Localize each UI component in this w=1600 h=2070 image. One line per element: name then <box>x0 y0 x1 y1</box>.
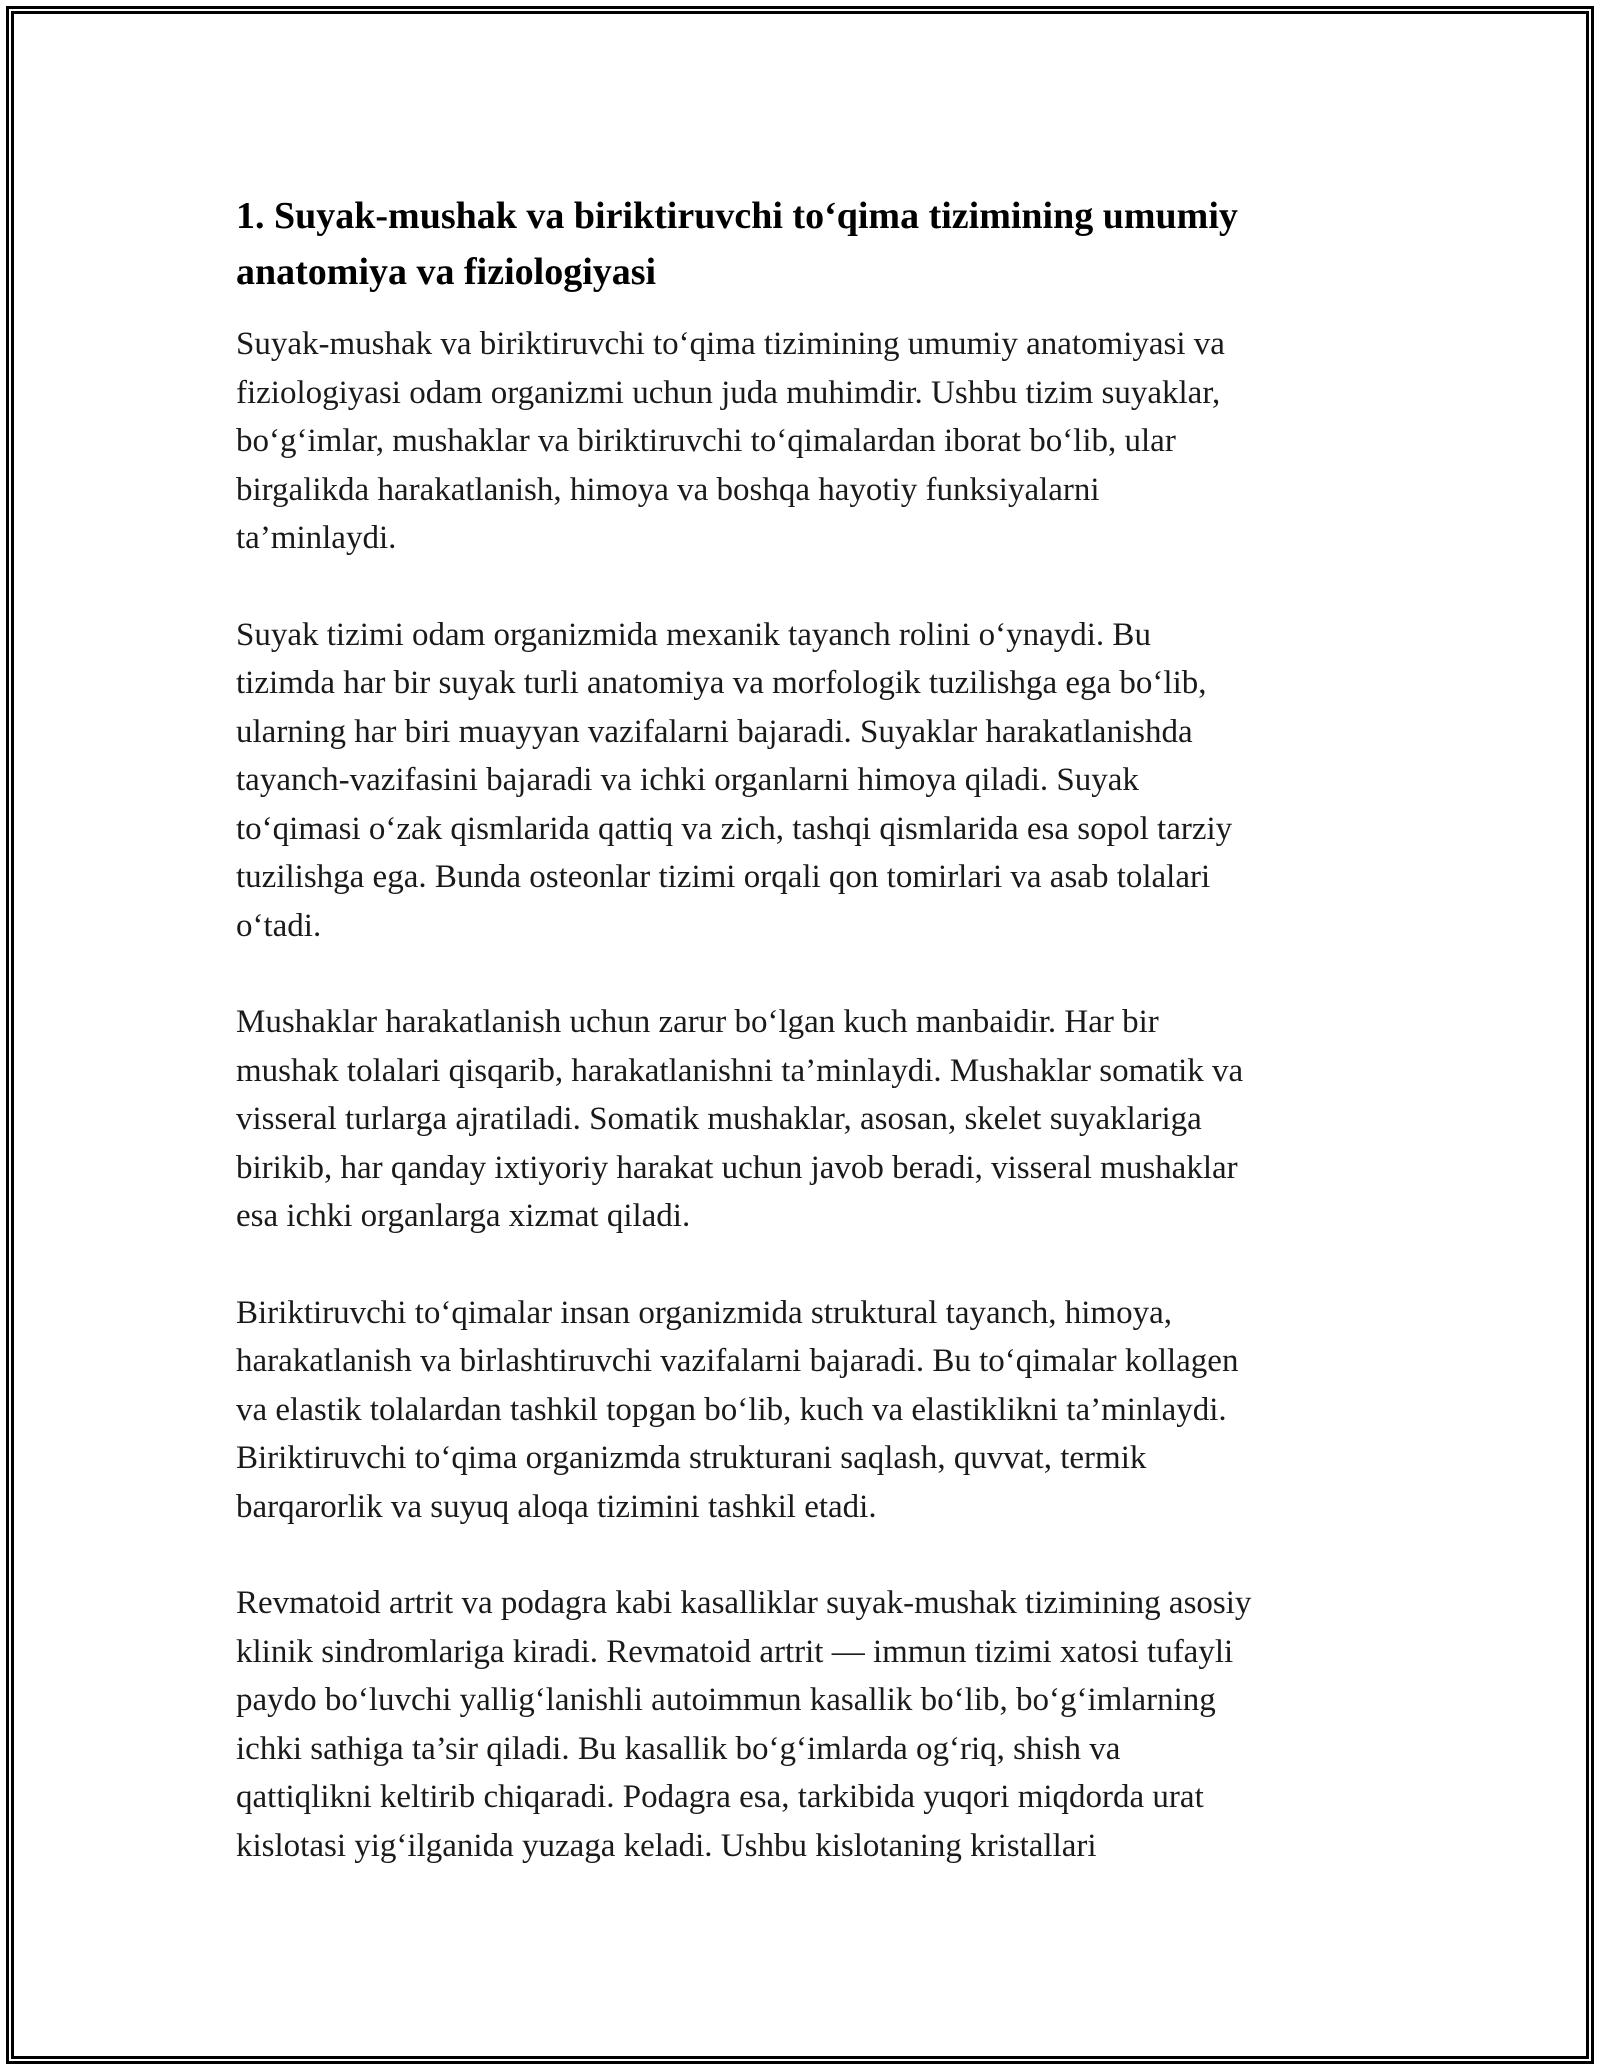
text-line: to‘qimasi o‘zak qismlarida qattiq va zich, tashqi qismlarida esa sopol tarziy <box>236 810 1233 847</box>
section-heading <box>236 188 1376 300</box>
text-line: ta’minlaydi. <box>236 520 397 556</box>
text-line: Mushaklar harakatlanish uchun zarur bo‘lgan kuch manbaidir. Har bir <box>236 1004 1159 1040</box>
text-line: va elastik tolalardan tashkil topgan bo‘lib, kuch va elastiklikni ta’minlaydi. <box>236 1391 1227 1428</box>
text-line: Revmatoid artrit va podagra kabi kasalliklar suyak-mushak tizimining asosiy <box>236 1585 1252 1621</box>
text-line: harakatlanish va birlashtiruvchi vazifalarni bajaradi. Bu to‘qimalar kollagen <box>236 1343 1239 1379</box>
text-line: kislotasi yig‘ilganida yuzaga keladi. Ushbu kislotaning kristallari <box>236 1827 1097 1864</box>
text-line: esa ichki organlarga xizmat qiladi. <box>236 1198 691 1234</box>
heading-line: 1. Suyak-mushak va biriktiruvchi to‘qima tizimining umumiy <box>236 195 1238 237</box>
text-line: klinik sindromlariga kiradi. Revmatoid artrit — immun tizimi xatosi tufayli <box>236 1633 1234 1670</box>
document-body <box>236 188 1376 1918</box>
text-line: Biriktiruvchi to‘qima organizmda strukturani saqlash, quvvat, termik <box>236 1440 1147 1476</box>
text-line: Suyak-mushak va biriktiruvchi to‘qima tizimining umumiy anatomiyasi va <box>236 326 1225 362</box>
paragraph-muscles <box>236 998 1376 1241</box>
text-line: Suyak tizimi odam organizmida mexanik tayanch rolini o‘ynaydi. Bu <box>236 616 1151 653</box>
paragraph-bones <box>236 611 1376 951</box>
text-line: ichki sathiga ta’sir qiladi. Bu kasallik bo‘g‘imlarda og‘riq, shish va <box>236 1730 1121 1767</box>
text-line: paydo bo‘luvchi yallig‘lanishli autoimmun kasallik bo‘lib, bo‘g‘imlarning <box>236 1682 1216 1718</box>
text-line: mushak tolalari qisqarib, harakatlanishni ta’minlaydi. Mushaklar somatik va <box>236 1052 1244 1089</box>
text-line: bo‘g‘imlar, mushaklar va biriktiruvchi to‘qimalardan iborat bo‘lib, ular <box>236 423 1176 459</box>
text-line: tizimda har bir suyak turli anatomiya va morfologik tuzilishga ega bo‘lib, <box>236 665 1207 701</box>
text-line: qattiqlikni keltirib chiqaradi. Podagra esa, tarkibida yuqori miqdorda urat <box>236 1779 1204 1815</box>
text-line: birgalikda harakatlanish, himoya va boshqa hayotiy funksiyalarni <box>236 471 1100 508</box>
text-line: Biriktiruvchi to‘qimalar insan organizmida struktural tayanch, himoya, <box>236 1294 1172 1331</box>
text-line: barqarorlik va suyuq aloqa tizimini tashkil etadi. <box>236 1488 877 1525</box>
text-line: visseral turlarga ajratiladi. Somatik mushaklar, asosan, skelet suyaklariga <box>236 1101 1202 1137</box>
paragraph-intro <box>236 320 1376 563</box>
paragraph-connective-tissue <box>236 1289 1376 1532</box>
text-line: birikib, har qanday ixtiyoriy harakat uchun javob beradi, visseral mushaklar <box>236 1149 1238 1186</box>
text-line: tayanch-vazifasini bajaradi va ichki organlarni himoya qiladi. Suyak <box>236 762 1139 798</box>
text-line: fiziologiyasi odam organizmi uchun juda muhimdir. Ushbu tizim suyaklar, <box>236 374 1221 411</box>
text-line: o‘tadi. <box>236 907 322 944</box>
paragraph-diseases <box>236 1579 1376 1870</box>
text-line: tuzilishga ega. Bunda osteonlar tizimi orqali qon tomirlari va asab tolalari <box>236 859 1211 895</box>
heading-line: anatomiya va fiziologiyasi <box>236 251 657 293</box>
text-line: ularning har biri muayyan vazifalarni bajaradi. Suyaklar harakatlanishda <box>236 713 1193 750</box>
